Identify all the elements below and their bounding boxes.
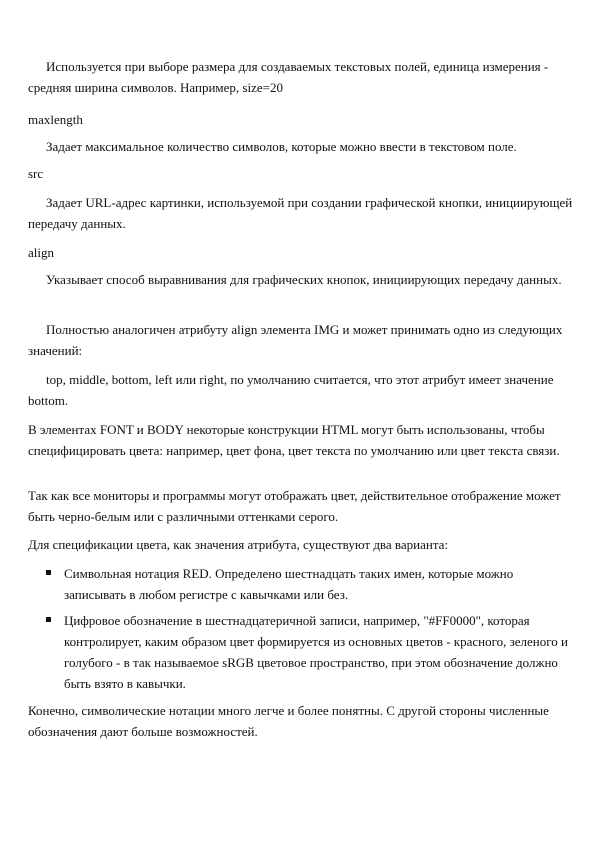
maxlength-term	[28, 109, 578, 130]
align-values-paragraph	[28, 369, 578, 411]
src-description-text: Задает URL-адрес картинки, используемой при создании графической кнопки, инициирующей передачу данных.	[28, 195, 573, 231]
list-item	[28, 563, 578, 605]
align-values-text: top, middle, bottom, left или right, по умолчанию считается, что этот атрибут имеет значение bottom.	[28, 372, 554, 408]
src-description	[28, 192, 578, 234]
src-term-text: src	[28, 166, 44, 181]
maxlength-description-text: Задает максимальное количество символов, которые можно ввести в текстовом поле.	[46, 139, 517, 154]
variants-list	[28, 563, 578, 605]
align-description-text: Указывает способ выравнивания для графических кнопок, инициирующих передачу данных.	[46, 272, 562, 287]
conclusion-text: Конечно, символические нотации много легче и более понятны. С другой стороны численные обозначения дают больше возможностей.	[28, 703, 549, 739]
bullet-icon	[46, 617, 51, 622]
maxlength-description	[28, 136, 578, 157]
two-variants-text: Для спецификации цвета, как значения атрибута, существуют два варианта:	[28, 537, 449, 552]
align-term-text: align	[28, 245, 54, 260]
align-img-paragraph	[28, 319, 578, 361]
conclusion-paragraph	[28, 700, 578, 742]
colors-intro-paragraph	[28, 419, 578, 461]
colors-intro-text: В элементах FONT и BODY некоторые конструкции HTML могут быть использованы, чтобы специфицировать цвета: например, цвет фона, цвет текста по умолчанию или цвет текста связи.	[28, 422, 560, 458]
align-description	[28, 269, 578, 290]
monitors-paragraph	[28, 485, 578, 527]
variants-list-2	[28, 610, 578, 694]
size-description-text: Используется при выборе размера для создаваемых текстовых полей, единица измерения - средняя ширина символов. Например, size=20	[28, 59, 549, 95]
size-description	[28, 56, 578, 98]
maxlength-term-text: maxlength	[28, 112, 83, 127]
bullet-2-text: Цифровое обозначение в шестнадцатеричной записи, например, "#FF0000", которая контролирует, каким образом цвет формируется из основных цветов - красного, зеленого и голубого - в так называемое sRGB цветовое пространство, при этом обозначение должно быть взято в кавычки.	[64, 613, 568, 691]
two-variants-paragraph	[28, 534, 578, 555]
align-term	[28, 242, 578, 263]
monitors-text: Так как все мониторы и программы могут отображать цвет, действительное отображение может быть черно-белым или с различными оттенками серого.	[28, 488, 561, 524]
list-item	[28, 610, 578, 694]
bullet-icon	[46, 570, 51, 575]
align-img-text: Полностью аналогичен атрибуту align элемента IMG и может принимать одно из следующих значений:	[28, 322, 563, 358]
src-term	[28, 163, 578, 184]
bullet-1-text: Символьная нотация RED. Определено шестнадцать таких имен, которые можно записывать в любом регистре с кавычками или без.	[64, 566, 514, 602]
